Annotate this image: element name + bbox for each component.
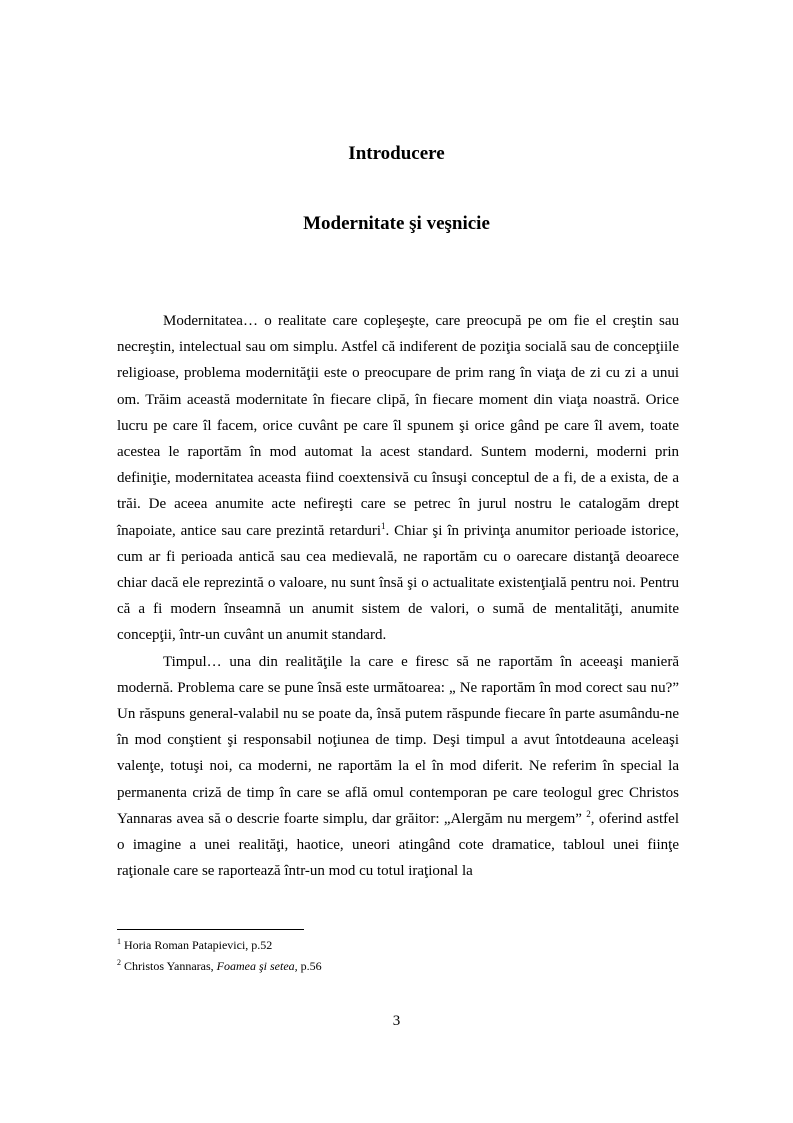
- footnote-1-number: 1: [117, 937, 121, 946]
- footnote-1-text: Horia Roman Patapievici, p.52: [124, 938, 273, 952]
- footnote-1: [117, 935, 679, 956]
- footnotes: [117, 935, 679, 977]
- section-title: Modernitate şi veşnicie: [303, 213, 490, 234]
- footnote-2-page: p.56: [297, 959, 322, 973]
- paragraph-1: [117, 308, 679, 649]
- paragraph-2-text-a: Timpul… una din realităţile la care e firesc să ne raportăm în aceeaşi manieră modernă. Problema care se pune însă este următoarea: „ Ne raportăm în mod corect sau nu?” Un răspuns general-valabil nu se poate da, însă putem răspunde fiecare în parte asumându-ne în mod conştient şi responsabil noţiunea de timp. Deşi timpul a avut întotdeauna aceleaşi valenţe, totuşi noi, ca moderni, ne raportăm la el în mod diferit. Ne referim în special la permanenta criză de timp în care se află omul contemporan pe care teologul grec Christos Yannaras avea să o descrie foarte simplu, dar grăitor: „Alergăm nu mergem”: [117, 653, 679, 827]
- footnote-separator: [117, 929, 304, 930]
- page-number: 3: [392, 1013, 401, 1029]
- footnote-ref-1[interactable]: 1: [381, 520, 386, 531]
- footnote-2-number: 2: [117, 958, 121, 967]
- footnote-ref-2[interactable]: 2: [586, 808, 591, 819]
- footnote-2-author: Christos Yannaras,: [124, 959, 217, 973]
- footnote-2: [117, 956, 679, 977]
- paragraph-1-text-b: . Chiar şi în privinţa anumitor perioade istorice, cum ar fi perioada antică sau cea medievală, ne raportăm cu o oarecare distanţă deoarece chiar dacă ele reprezintă o valoare, nu sunt însă şi o actualitate existenţială pentru noi. Pentru că a fi modern înseamnă un anumit sistem de valori, o sumă de mentalităţi, anumite concepţii, într-un cuvânt un anumit standard.: [117, 522, 679, 644]
- paragraph-2: [117, 649, 679, 885]
- paragraph-1-text-a: Modernitatea… o realitate care copleşeşte, care preocupă pe om fie el creştin sau necreştin, intelectual sau om simplu. Astfel că indiferent de poziţia socială sau de concepţiile religioase, problema modernităţii este o preocupare de prim rang în viaţa de zi cu zi a unui om. Trăim această modernitate în fiecare clipă, în fiecare moment din viaţa noastră. Orice lucru pe care îl facem, orice cuvânt pe care îl spunem şi orice gând pe care îl avem, toate acestea le raportăm în mod automat la acest standard. Suntem moderni, moderni prin definiţie, modernitatea aceasta fiind coextensivă cu însuşi conceptul de a fi, de a exista, de a trăi. De aceea anumite acte nefireşti care se petrec în jurul nostru le catalogăm drept înapoiate, antice sau care prezintă retarduri: [117, 313, 679, 539]
- body-text: [117, 308, 679, 884]
- footnote-2-title: Foamea şi setea,: [216, 959, 298, 973]
- paragraph-2-text-b: , oferind astfel o imagine a unei realităţi, haotice, uneori atingând cote dramatice, tabloul unei fiinţe raţionale care se raportează într-un mod cu totul iraţional la: [117, 810, 679, 880]
- chapter-title: Introducere: [348, 143, 445, 164]
